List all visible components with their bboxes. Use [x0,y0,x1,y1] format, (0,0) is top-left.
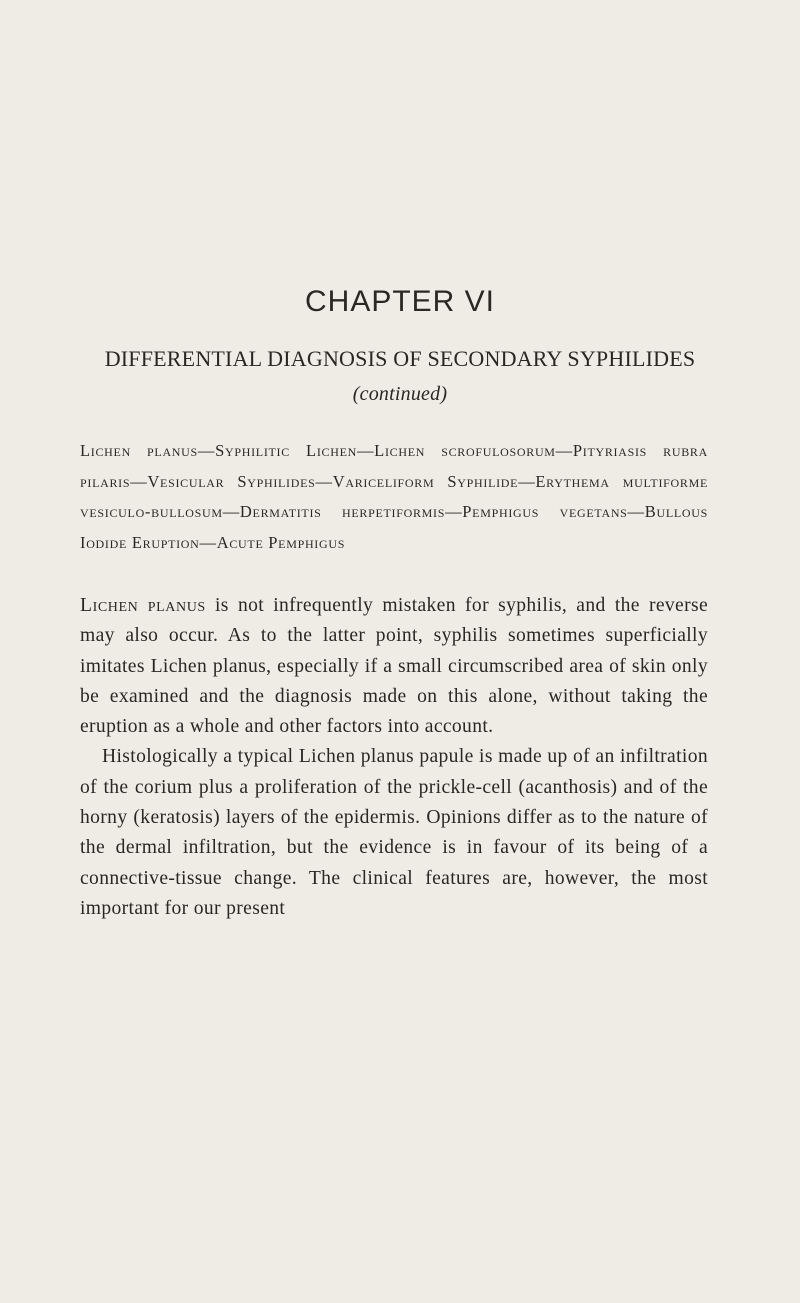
chapter-heading: CHAPTER VI [304,285,496,318]
paragraph-1-lead: Lichen planus [80,595,206,616]
chapter-synopsis: Lichen planus—Syphilitic Lichen—Lichen scrofulosorum—Pityriasis rubra pilaris—Vesicular Syphilides—Variceliform Syphilide—Erythema multiforme vesiculo-bullosum—Dermatitis herpetiformis—Pemphigus vegetans—Bullous Iodide Eruption—Acute Pemphigus [80,441,708,552]
body-text [80,591,708,924]
chapter-title [70,342,730,411]
chapter-title-qualifier: (continued) [352,383,448,405]
chapter-title-main: DIFFERENTIAL DIAGNOSIS OF SECONDARY SYPHILIDES [104,346,696,371]
paragraph-1 [80,591,708,742]
paragraph-2: Histologically a typical Lichen planus papule is made up of an infiltration of the corium plus a proliferation of the prickle-cell (acanthosis) and of the horny (keratosis) layers of the epidermis. Opinions differ as to the nature of the dermal infiltration, but the evidence is in favour of its being of a connective-tissue change. The clinical features are, however, the most important for our present [80,746,708,919]
paragraph-1-text: is not infrequently mistaken for syphilis, and the reverse may also occur. As to the latter point, syphilis sometimes superficially imitates Lichen planus, especially if a small circumscribed area of skin only be examined and the diagnosis made on this alone, without taking the eruption as a whole and other factors into account. [80,595,708,738]
